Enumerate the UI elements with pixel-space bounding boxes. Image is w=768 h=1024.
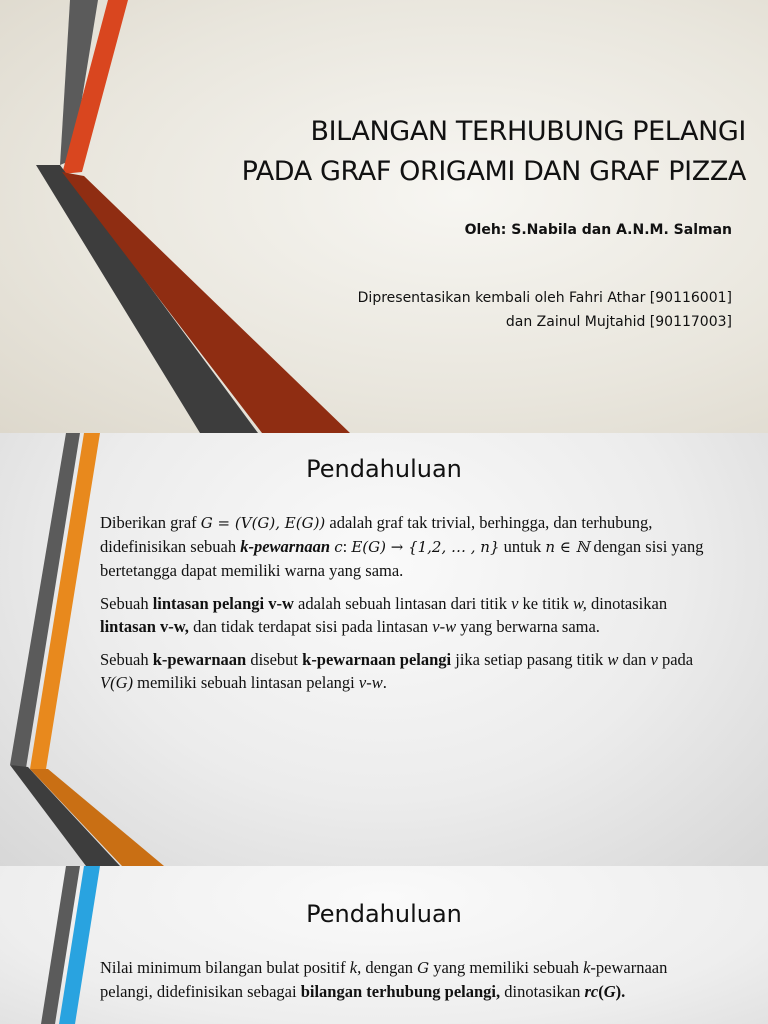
slide1-title: [106, 112, 746, 192]
paren-close: ).: [615, 982, 626, 1001]
text: ke titik: [518, 594, 573, 613]
intro-slide-1: [0, 433, 768, 866]
intro-slide-2: [0, 866, 768, 1024]
text: dengan sisi yang bertetangga dapat memiliki warna yang sama.: [100, 537, 704, 580]
text: dan: [618, 650, 651, 669]
text: jika setiap pasang titik: [451, 650, 608, 669]
term-k-coloring: k-pewarnaan: [152, 650, 247, 669]
paragraph-definition-rainbow-path: [100, 592, 720, 638]
paragraph-definition-rainbow-coloring: [100, 648, 720, 694]
text: , dengan: [357, 958, 418, 977]
paragraph-definition-coloring: [100, 511, 720, 582]
text: memiliki sebuah lintasan pelangi: [132, 673, 359, 692]
var-vw: v-w: [432, 617, 457, 636]
slide2-title: Pendahuluan: [306, 455, 462, 483]
title-slide: [0, 0, 768, 433]
text: adalah graf tak trivial, berhingga, dan terhubung, didefinisikan sebuah: [100, 513, 653, 556]
text: pada: [657, 650, 694, 669]
var-VG: V(G): [100, 673, 133, 692]
slide1-decoration: [0, 0, 768, 433]
var-v: v: [511, 594, 519, 613]
text: Sebuah: [100, 650, 153, 669]
presenter-line2: dan Zainul Mujtahid [90117003]: [505, 314, 732, 330]
slide1-title-line2: PADA GRAF ORIGAMI DAN GRAF PIZZA: [241, 156, 746, 187]
text: Nilai minimum bilangan bulat positif: [100, 958, 350, 977]
text: untuk: [499, 537, 546, 556]
math-G: G: [417, 959, 430, 977]
text: Sebuah: [100, 594, 153, 613]
slide1-dark-band: [36, 165, 258, 433]
text: yang memiliki sebuah: [429, 958, 584, 977]
text: Diberikan graf: [100, 513, 201, 532]
text: yang berwarna sama.: [456, 617, 600, 636]
text: dan tidak terdapat sisi pada lintasan: [188, 617, 433, 636]
text: dinotasikan: [500, 982, 585, 1001]
text: disebut: [246, 650, 303, 669]
math-rc: rc: [584, 982, 599, 1001]
text: -pewarnaan pelangi, didefinisikan sebagai: [100, 958, 668, 1001]
presenter-line1: Dipresentasikan kembali oleh Fahri Athar [90116001]: [357, 290, 732, 306]
term-rainbow-path: lintasan pelangi v-w: [152, 594, 294, 613]
math-c: c: [334, 538, 343, 556]
author-line: Oleh: S.Nabila dan A.N.M. Salman: [464, 222, 732, 238]
math-coloring-map: E(G) → {1,2, … , n}: [351, 538, 500, 556]
text: .: [382, 673, 387, 692]
term-rainbow-connection-number: bilangan terhubung pelangi,: [300, 982, 501, 1001]
presenter-block: [358, 286, 732, 334]
term-k-coloring: k-pewarnaan: [240, 537, 331, 556]
slide3-title: Pendahuluan: [306, 900, 462, 928]
term-k-rainbow-coloring: k-pewarnaan pelangi: [302, 650, 452, 669]
var-vw: v-w: [358, 673, 383, 692]
text: adalah sebuah lintasan dari titik: [293, 594, 512, 613]
paren-open: (: [598, 982, 604, 1001]
text: :: [342, 537, 352, 556]
slide1-title-line1: BILANGAN TERHUBUNG PELANGI: [310, 116, 746, 147]
math-G: G: [603, 982, 616, 1001]
term-path-vw: lintasan v-w,: [100, 617, 189, 636]
slide3-body: [100, 956, 720, 1003]
var-w: w,: [572, 594, 587, 613]
var-w: w: [607, 650, 619, 669]
var-k: k: [583, 958, 591, 977]
slide2-body: [100, 511, 720, 704]
text: dinotasikan: [586, 594, 668, 613]
var-k: k: [349, 958, 358, 977]
var-v: v: [650, 650, 658, 669]
math-graph-G: G = (V(G), E(G)): [200, 514, 326, 532]
math-n-natural: n ∈ ℕ: [545, 538, 590, 556]
paragraph-rainbow-connection-number: [100, 956, 720, 1003]
